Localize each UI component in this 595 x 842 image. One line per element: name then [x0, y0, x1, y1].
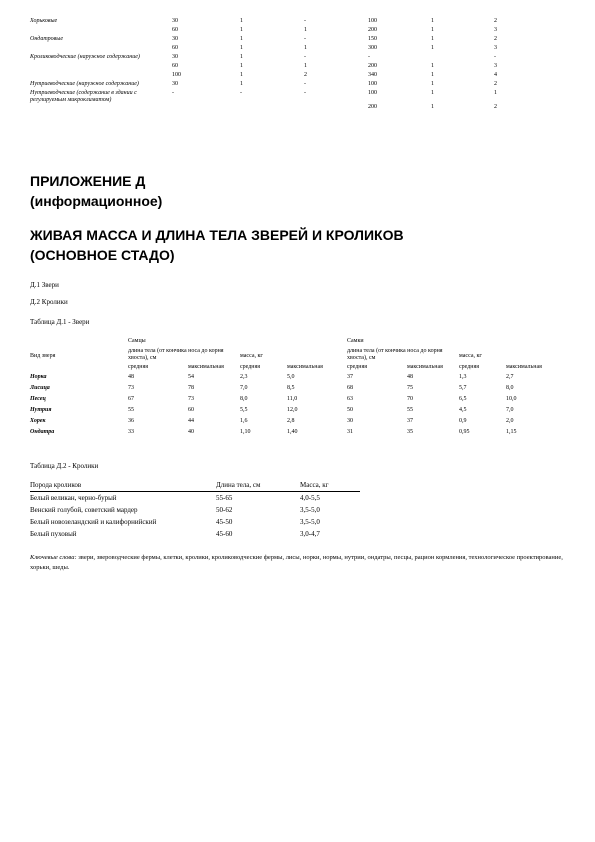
value-cell: 12,0: [287, 407, 298, 413]
value-cell: 8,5: [287, 385, 295, 391]
top-table-row: [30, 36, 530, 45]
female-mass-header: масса, кг: [459, 352, 482, 359]
animal-name: Хорек: [30, 418, 46, 424]
animal-name: Лисица: [30, 385, 50, 391]
length-cell: 55-65: [216, 494, 233, 502]
table-row: [30, 385, 570, 396]
value-cell: 150: [368, 36, 377, 42]
value-cell: -: [304, 81, 306, 87]
value-cell: -: [304, 90, 306, 96]
value-cell: 1: [431, 104, 434, 110]
breed-cell: Белый пуховый: [30, 530, 77, 538]
top-table-row: [30, 54, 530, 63]
top-table-row: [30, 27, 530, 36]
value-cell: 11,0: [287, 396, 298, 402]
top-table-row: [30, 104, 530, 113]
value-cell: -: [304, 54, 306, 60]
top-table-row: [30, 72, 530, 81]
top-table-row: [30, 63, 530, 72]
value-cell: 30: [172, 18, 178, 24]
value-cell: 73: [188, 396, 194, 402]
col-mass-header: Масса, кг: [300, 479, 360, 492]
mass-cell: 3,0-4,7: [300, 530, 320, 538]
value-cell: 300: [368, 45, 377, 51]
male-mass-header: масса, кг: [240, 352, 263, 359]
value-cell: 2: [494, 81, 497, 87]
value-cell: 5,0: [287, 374, 295, 380]
breed-cell: Венский голубой, советский мардер: [30, 506, 138, 514]
col-animal-header: Вид зверя: [30, 352, 56, 359]
value-cell: 100: [368, 18, 377, 24]
value-cell: [172, 104, 240, 113]
value-cell: 67: [128, 396, 134, 402]
table1-caption: Таблица Д.1 - Звери: [30, 318, 90, 326]
value-cell: 7,0: [240, 385, 248, 391]
animal-name: Песец: [30, 396, 46, 402]
value-cell: -: [494, 54, 496, 60]
value-cell: 48: [128, 374, 134, 380]
col-breed-header: Порода кроликов: [30, 479, 216, 492]
value-cell: 1: [240, 72, 243, 78]
table-row: [30, 429, 570, 440]
value-cell: 40: [188, 429, 194, 435]
value-cell: 1: [240, 36, 243, 42]
value-cell: 36: [128, 418, 134, 424]
table-row: [30, 516, 360, 528]
value-cell: 33: [128, 429, 134, 435]
animal-name: Норка: [30, 374, 47, 380]
female-length-header: длина тела (от кончика носа до корня хвоста), см: [347, 348, 443, 361]
value-cell: 100: [172, 72, 181, 78]
value-cell: 37: [407, 418, 413, 424]
table2-caption: Таблица Д.2 - Кролики: [30, 462, 99, 470]
top-table-row: [30, 81, 530, 90]
value-cell: 1: [240, 45, 243, 51]
avg-header: средняя: [240, 364, 261, 370]
value-cell: 0,95: [459, 429, 470, 435]
col-length-header: Длина тела, см: [216, 479, 300, 492]
male-length-header: длина тела (от кончика носа до корня хвоста), см: [128, 348, 224, 361]
subsection-animals: Д.1 Звери: [30, 281, 59, 289]
animal-name: Ондатра: [30, 429, 55, 435]
farm-type-cell: Хорьковые: [30, 18, 58, 24]
table-rabbits: [30, 479, 360, 540]
value-cell: -: [172, 90, 174, 96]
value-cell: 5,7: [459, 385, 467, 391]
farm-type-cell: [30, 72, 172, 81]
breed-cell: Белый новозеландский и калифорнийский: [30, 518, 157, 526]
value-cell: 1: [240, 54, 243, 60]
length-cell: 45-60: [216, 530, 233, 538]
value-cell: 100: [368, 90, 377, 96]
value-cell: 2: [494, 36, 497, 42]
value-cell: 30: [172, 81, 178, 87]
value-cell: 60: [172, 27, 178, 33]
breed-cell: Белый великан, черно-бурый: [30, 494, 117, 502]
farm-type-cell: Ондатровые: [30, 36, 64, 42]
value-cell: 2: [304, 72, 307, 78]
value-cell: 1: [304, 27, 307, 33]
value-cell: 50: [347, 407, 353, 413]
value-cell: 5,5: [240, 407, 248, 413]
value-cell: 3: [494, 27, 497, 33]
avg-header: средняя: [347, 364, 368, 370]
value-cell: 200: [368, 27, 377, 33]
value-cell: 1: [431, 90, 434, 96]
farm-type-cell: [30, 63, 172, 72]
value-cell: 2,8: [287, 418, 295, 424]
length-cell: 50-62: [216, 506, 233, 514]
keywords: [30, 553, 565, 573]
value-cell: 1: [240, 81, 243, 87]
table-animals: [30, 338, 570, 440]
value-cell: 8,0: [240, 396, 248, 402]
table-row: [30, 396, 570, 407]
farm-type-cell: Кролиководческие (наружное содержание): [30, 54, 140, 60]
value-cell: 54: [188, 374, 194, 380]
value-cell: 200: [368, 63, 377, 69]
value-cell: 1: [431, 81, 434, 87]
value-cell: 55: [128, 407, 134, 413]
value-cell: 340: [368, 72, 377, 78]
value-cell: 44: [188, 418, 194, 424]
max-header: максимальная: [506, 364, 542, 370]
length-cell: 45-50: [216, 518, 233, 526]
value-cell: 2,7: [506, 374, 514, 380]
value-cell: [304, 104, 368, 113]
value-cell: 200: [368, 104, 377, 110]
value-cell: 1: [431, 45, 434, 51]
value-cell: 30: [172, 54, 178, 60]
farm-type-cell: Нутриеводческие (содержание в здании с регулируемым микроклиматом): [30, 90, 137, 103]
value-cell: [240, 104, 304, 113]
value-cell: 1: [431, 72, 434, 78]
mass-cell: 4,0-5,5: [300, 494, 320, 502]
value-cell: 1: [431, 27, 434, 33]
value-cell: 73: [128, 385, 134, 391]
appendix-heading-line1: ЖИВАЯ МАССА И ДЛИНА ТЕЛА ЗВЕРЕЙ И КРОЛИКОВ: [30, 227, 404, 243]
value-cell: 1: [240, 18, 243, 24]
table-row: [30, 528, 360, 540]
max-header: максимальная: [188, 364, 224, 370]
value-cell: 1,6: [240, 418, 248, 424]
value-cell: 8,0: [506, 385, 514, 391]
value-cell: 1,10: [240, 429, 251, 435]
value-cell: 1: [431, 63, 434, 69]
keywords-text: звери, звероводческие фермы, клетки, кролики, кролиководческие фермы, лисы, норки, нормы, нутрии, ондатры, песцы, рацион кормления, технологическое проектирование, хорьки, шеды.: [30, 554, 563, 571]
value-cell: 1: [304, 45, 307, 51]
table-row: [30, 418, 570, 429]
avg-header: средняя: [128, 364, 149, 370]
animal-name: Нутрия: [30, 407, 52, 413]
value-cell: 4: [494, 72, 497, 78]
value-cell: 0,9: [459, 418, 467, 424]
group-male-header: Самцы: [128, 338, 146, 344]
farm-type-cell: Нутриеводческие (наружное содержание): [30, 81, 139, 87]
value-cell: 3: [494, 63, 497, 69]
top-table-row: [30, 90, 530, 104]
value-cell: -: [240, 90, 242, 96]
value-cell: 1: [431, 36, 434, 42]
value-cell: 30: [347, 418, 353, 424]
value-cell: 60: [172, 63, 178, 69]
mass-cell: 3,5-5,0: [300, 506, 320, 514]
value-cell: 1: [494, 90, 497, 96]
value-cell: 2,3: [240, 374, 248, 380]
value-cell: 35: [407, 429, 413, 435]
value-cell: 48: [407, 374, 413, 380]
value-cell: 60: [172, 45, 178, 51]
value-cell: 6,5: [459, 396, 467, 402]
farm-type-cell: [30, 104, 172, 113]
value-cell: 78: [188, 385, 194, 391]
appendix-heading-line2: (ОСНОВНОЕ СТАДО): [30, 247, 175, 263]
value-cell: 70: [407, 396, 413, 402]
value-cell: 4,5: [459, 407, 467, 413]
value-cell: 10,0: [506, 396, 517, 402]
value-cell: 100: [368, 81, 377, 87]
value-cell: 2,0: [506, 418, 514, 424]
value-cell: 1,3: [459, 374, 467, 380]
farm-type-cell: [30, 45, 172, 54]
table-row: [30, 374, 570, 385]
top-table-row: [30, 45, 530, 54]
value-cell: 2: [494, 18, 497, 24]
value-cell: 1: [304, 63, 307, 69]
keywords-label: Ключевые слова:: [30, 554, 77, 561]
value-cell: 1: [431, 18, 434, 24]
subsection-rabbits: Д.2 Кролики: [30, 298, 68, 306]
mass-cell: 3,5-5,0: [300, 518, 320, 526]
appendix-subtitle: (информационное): [30, 193, 163, 209]
value-cell: 30: [172, 36, 178, 42]
value-cell: 7,0: [506, 407, 514, 413]
value-cell: 1,15: [506, 429, 517, 435]
value-cell: -: [368, 54, 370, 60]
value-cell: [431, 54, 494, 63]
value-cell: 1,40: [287, 429, 298, 435]
max-header: максимальная: [287, 364, 323, 370]
table-row: [30, 407, 570, 418]
value-cell: -: [304, 36, 306, 42]
table-row: [30, 504, 360, 516]
value-cell: 2: [494, 104, 497, 110]
value-cell: 37: [347, 374, 353, 380]
group-female-header: Самки: [347, 338, 364, 344]
top-table-row: [30, 18, 530, 27]
value-cell: 31: [347, 429, 353, 435]
value-cell: 1: [240, 63, 243, 69]
value-cell: 3: [494, 45, 497, 51]
table-row: [30, 492, 360, 505]
value-cell: 1: [240, 27, 243, 33]
max-header: максимальная: [407, 364, 443, 370]
farm-type-cell: [30, 27, 172, 36]
value-cell: 60: [188, 407, 194, 413]
value-cell: 75: [407, 385, 413, 391]
value-cell: 63: [347, 396, 353, 402]
value-cell: 68: [347, 385, 353, 391]
value-cell: -: [304, 18, 306, 24]
value-cell: 55: [407, 407, 413, 413]
top-table: [30, 18, 530, 113]
appendix-title: ПРИЛОЖЕНИЕ Д: [30, 173, 146, 189]
avg-header: средняя: [459, 364, 480, 370]
